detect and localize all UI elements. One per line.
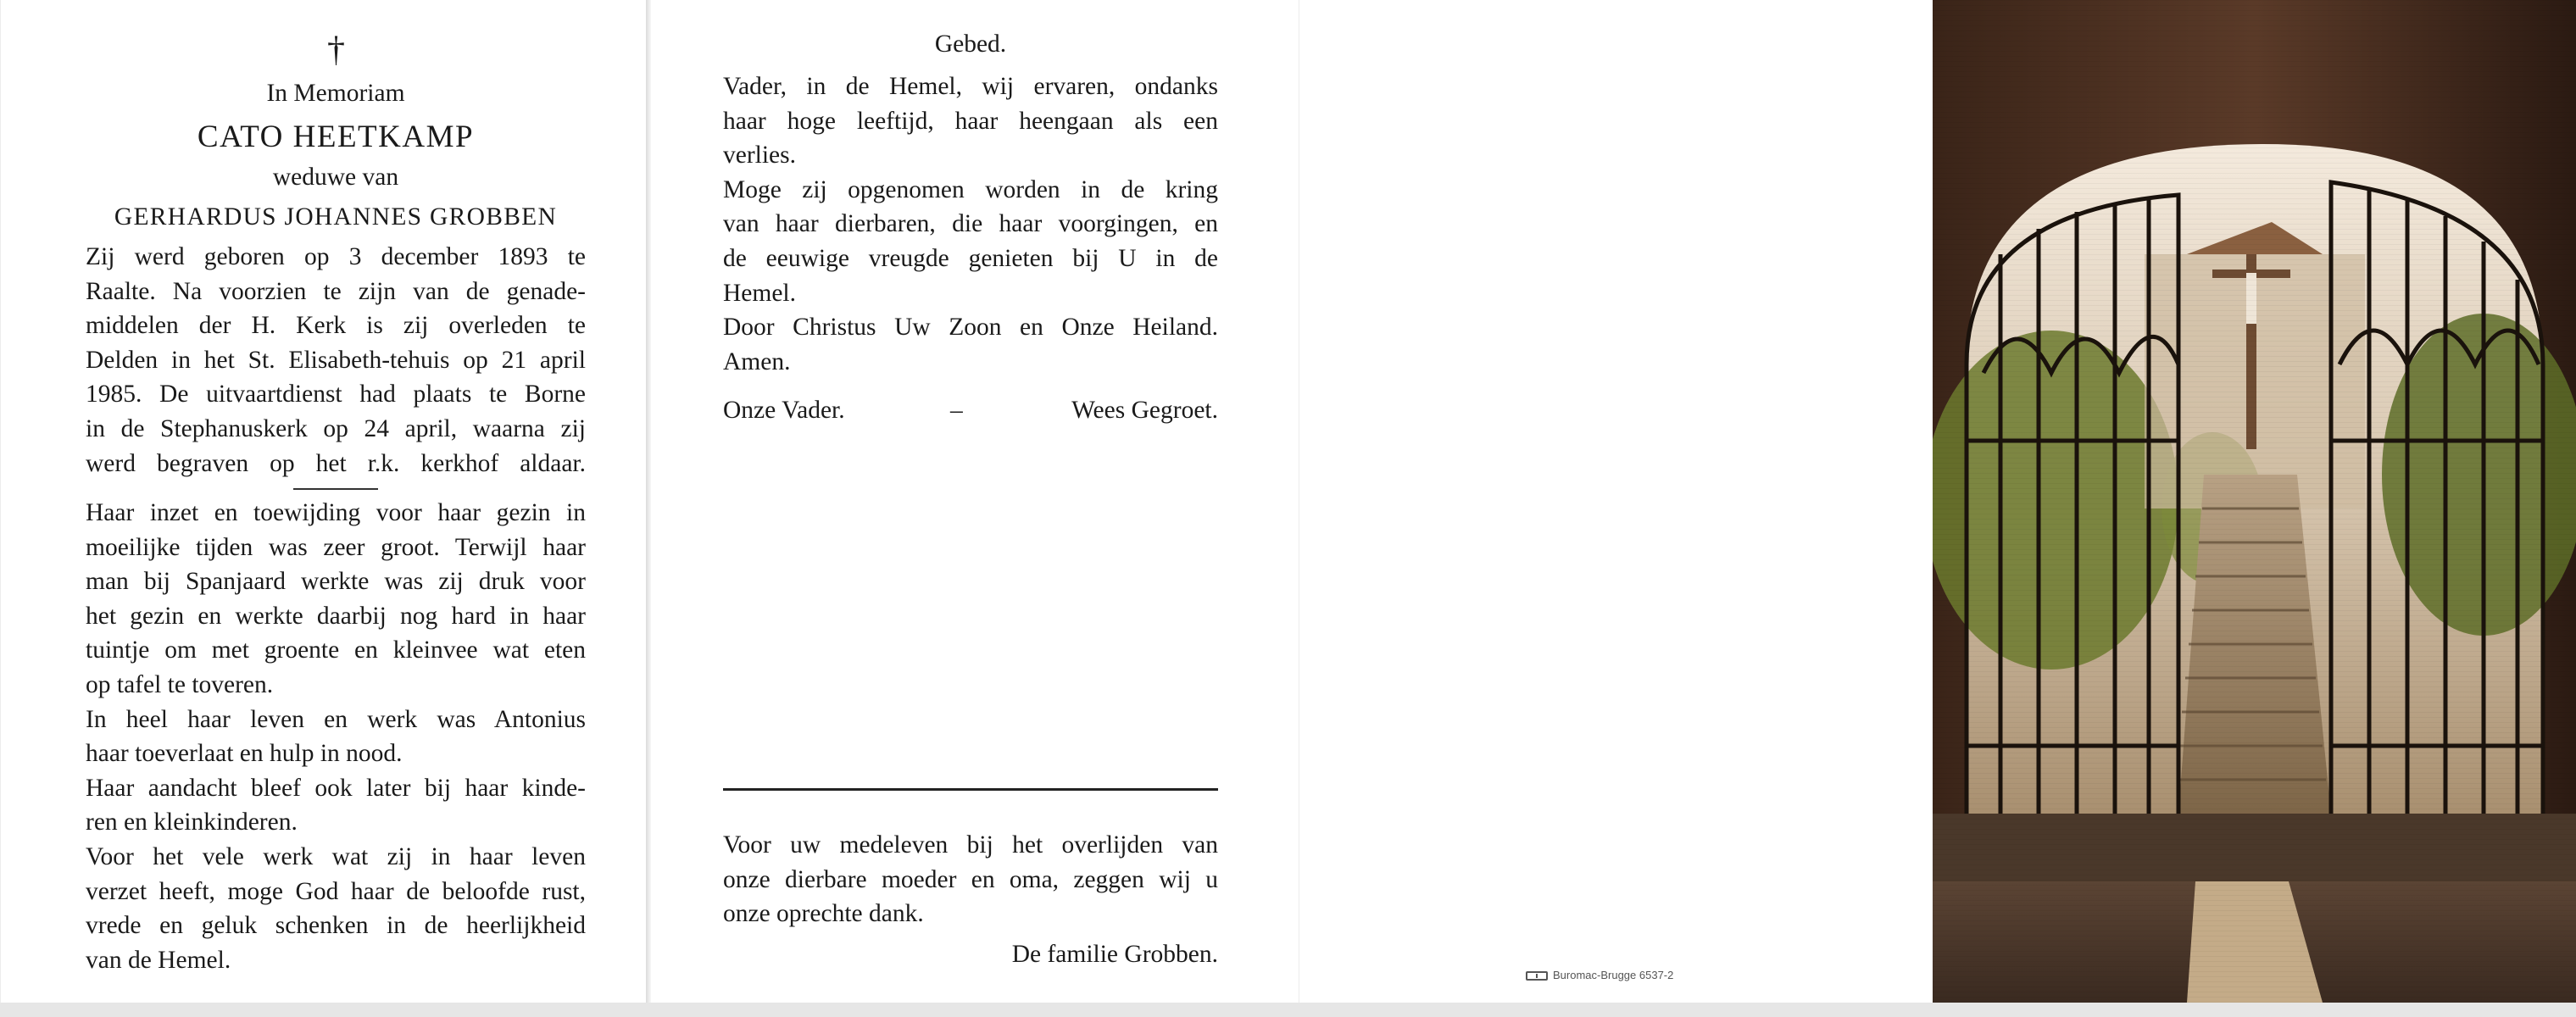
text-line: het gezin en werkte daarbij nog hard in haar	[86, 602, 586, 630]
husband-name: GERHARDUS JOHANNES GROBBEN	[114, 203, 558, 231]
text-line: Delden in het St. Elisabeth-tehuis op 21 april	[86, 346, 586, 374]
text-line: Moge zij opgenomen worden in de kring	[723, 175, 1218, 203]
prayer-paragraph	[723, 69, 1218, 379]
widow-of-label: weduwe van	[272, 164, 399, 191]
text-line: op tafel te toveren.	[86, 670, 274, 698]
text-line: Voor uw medeleven bij het overlijden van	[723, 831, 1218, 859]
text-line: Haar inzet en toewijding voor haar gezin in	[86, 499, 586, 526]
text-line: haar hoge leeftijd, haar heengaan als een	[723, 107, 1218, 135]
church-gate-crucifix-photo	[1933, 0, 2576, 1003]
printer-imprint	[1526, 969, 1673, 981]
section-divider	[293, 488, 378, 490]
in-memoriam-heading: In Memoriam	[266, 80, 405, 107]
printer-imprint-text: Buromac-Brugge 6537-2	[1553, 969, 1674, 981]
table-surface	[0, 1003, 2576, 1017]
text-line: In heel haar leven en werk was Antonius	[86, 705, 586, 733]
text-line: Door Christus Uw Zoon en Onze Heiland.	[723, 314, 1218, 342]
onze-vader-label: Onze Vader.	[723, 397, 845, 424]
biography-paragraph	[86, 240, 586, 481]
text-line: Haar aandacht bleef ook later bij haar kinde-	[86, 774, 586, 802]
text-line: verzet heeft, moge God haar de beloofde rust,	[86, 877, 586, 905]
card-inside-spread	[0, 0, 1295, 1003]
cross-icon: †	[327, 31, 345, 69]
text-line: Voor het vele werk wat zij in haar leven	[86, 842, 586, 870]
text-line: onze oprechte dank.	[723, 900, 924, 928]
text-line: ren en kleinkinderen.	[86, 809, 298, 836]
text-line: de eeuwige vreugde genieten bij U in de	[723, 244, 1218, 272]
thanks-paragraph	[723, 828, 1218, 931]
text-line: moeilijke tijden was zeer groot. Terwijl haar	[86, 533, 586, 561]
closing-prayers-row	[723, 393, 1218, 427]
text-line: in de Stephanuskerk op 24 april, waarna zij	[86, 414, 586, 442]
text-line: tuintje om met groente en kleinvee wat eten	[86, 636, 586, 664]
text-line: man bij Spanjaard werkte was zij druk voor	[86, 568, 586, 596]
text-line: Vader, in de Hemel, wij ervaren, ondanks	[723, 73, 1218, 100]
family-signature: De familie Grobben.	[1011, 941, 1218, 968]
text-line: van de Hemel.	[86, 946, 231, 974]
text-line: middelen der H. Kerk is zij overleden te	[86, 312, 586, 340]
life-paragraph	[86, 496, 586, 977]
text-line: Raalte. Na voorzien te zijn van de genade-	[86, 277, 586, 305]
text-line: van haar dierbaren, die haar voorgingen, en	[723, 210, 1218, 238]
text-line: vrede en geluk schenken in de heerlijkheid	[86, 912, 586, 940]
text-line: haar toeverlaat en hulp in nood.	[86, 740, 403, 768]
printer-logo-icon	[1526, 971, 1548, 981]
text-line: Hemel.	[723, 279, 797, 307]
text-line: Zij werd geboren op 3 december 1893 te	[86, 243, 586, 270]
separator-dash: –	[950, 397, 963, 424]
card-back-page	[1299, 0, 1933, 1003]
card-fold-line	[646, 0, 651, 1003]
wees-gegroet-label: Wees Gegroet.	[1071, 397, 1218, 424]
thanks-divider	[723, 788, 1218, 791]
text-line: Amen.	[723, 347, 791, 375]
deceased-name: CATO HEETKAMP	[197, 119, 475, 154]
text-line: onze dierbare moeder en oma, zeggen wij u	[723, 865, 1218, 893]
photo-illustration	[1933, 0, 2576, 1003]
text-line: verlies.	[723, 142, 797, 170]
text-line: werd begraven op het r.k. kerkhof aldaar.	[86, 449, 586, 477]
text-line: 1985. De uitvaartdienst had plaats te Borne	[86, 381, 586, 408]
prayer-title: Gebed.	[934, 31, 1007, 58]
